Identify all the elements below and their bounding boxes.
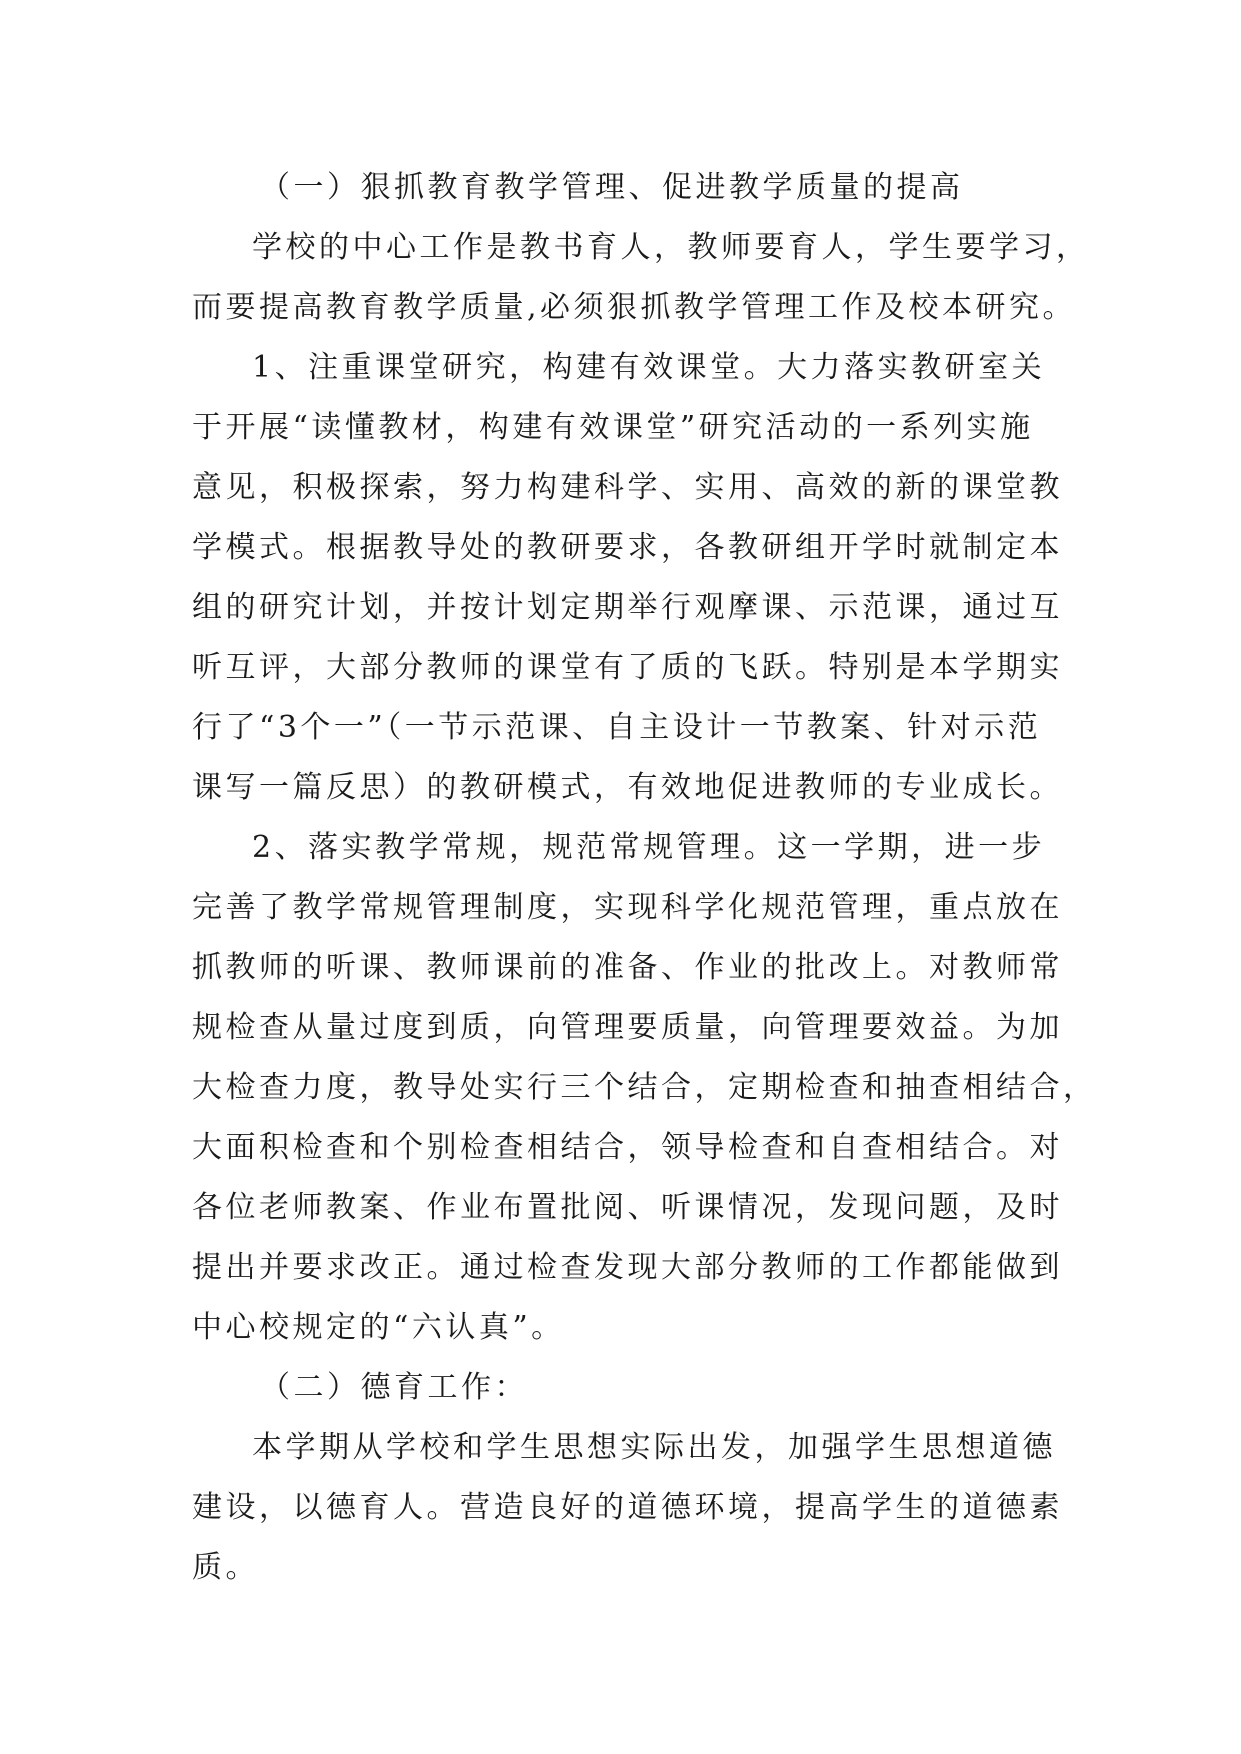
paragraph-line: 提出并要求改正。通过检查发现大部分教师的工作都能做到 xyxy=(192,1250,1063,1285)
paragraph-line: 抓教师的听课、教师课前的准备、作业的批改上。对教师常 xyxy=(192,950,1063,985)
paragraph-line: 各位老师教案、作业布置批阅、听课情况，发现问题，及时 xyxy=(192,1190,1063,1225)
paragraph-line: 2、落实教学常规，规范常规管理。这一学期，进一步 xyxy=(252,830,1046,865)
paragraph-line: 课写一篇反思）的教研模式，有效地促进教师的专业成长。 xyxy=(192,770,1063,805)
paragraph-line: 学模式。根据教导处的教研要求，各教研组开学时就制定本 xyxy=(192,530,1063,565)
paragraph-line: 规检查从量过度到质，向管理要质量，向管理要效益。为加 xyxy=(192,1010,1063,1045)
paragraph-line: 质。 xyxy=(192,1550,259,1585)
paragraph-line: 建设，以德育人。营造良好的道德环境，提高学生的道德素 xyxy=(192,1490,1063,1525)
section-heading-2: （二）德育工作： xyxy=(260,1370,528,1405)
paragraph-line: 于开展“读懂教材，构建有效课堂”研究活动的一系列实施 xyxy=(192,410,1034,445)
paragraph-line: 中心校规定的“六认真”。 xyxy=(192,1310,565,1345)
paragraph-line: 听互评，大部分教师的课堂有了质的飞跃。特别是本学期实 xyxy=(192,650,1063,685)
paragraph-line: 而要提高教育教学质量,必须狠抓教学管理工作及校本研究。 xyxy=(192,290,1077,325)
paragraph-line: 行了“3个一”（一节示范课、自主设计一节教案、针对示范 xyxy=(192,710,1042,745)
paragraph-line: 本学期从学校和学生思想实际出发，加强学生思想道德 xyxy=(252,1430,1056,1465)
section-heading-1: （一）狠抓教育教学管理、促进教学质量的提高 xyxy=(260,170,964,205)
paragraph-line: 完善了教学常规管理制度，实现科学化规范管理，重点放在 xyxy=(192,890,1063,925)
paragraph-line: 大面积检查和个别检查相结合，领导检查和自查相结合。对 xyxy=(192,1130,1063,1165)
document-body xyxy=(192,158,1097,1598)
paragraph-line: 1、注重课堂研究，构建有效课堂。大力落实教研室关 xyxy=(252,350,1046,385)
paragraph-line: 大检查力度，教导处实行三个结合，定期检查和抽查相结合， xyxy=(192,1070,1097,1105)
paragraph-line: 组的研究计划，并按计划定期举行观摩课、示范课，通过互 xyxy=(192,590,1063,625)
paragraph-line: 学校的中心工作是教书育人，教师要育人，学生要学习， xyxy=(252,230,1090,265)
paragraph-line: 意见，积极探索，努力构建科学、实用、高效的新的课堂教 xyxy=(192,470,1063,505)
